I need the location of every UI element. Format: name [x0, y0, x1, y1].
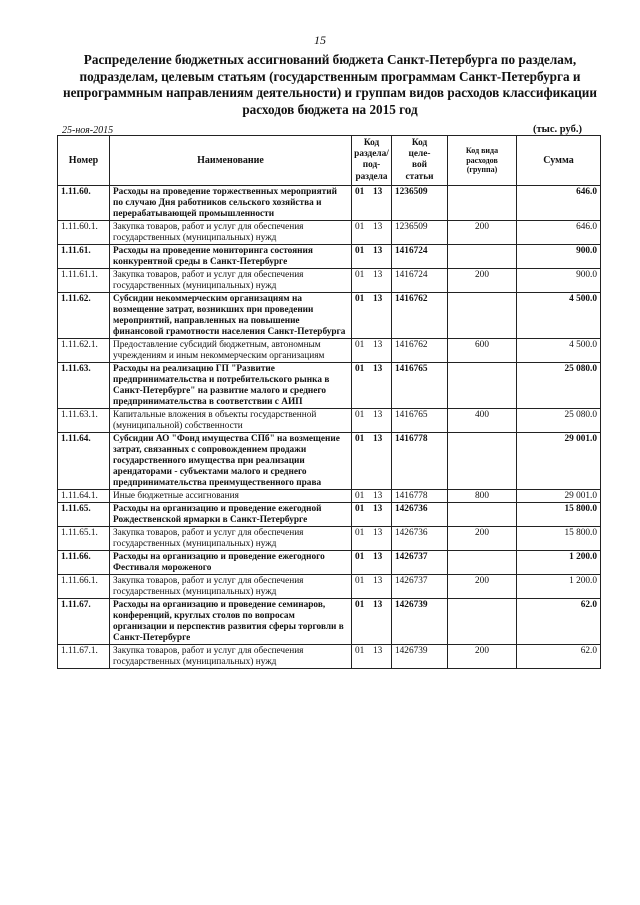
row-expense-type [448, 432, 517, 489]
section-code: 01 [355, 339, 365, 350]
row-sum: 1 200.0 [517, 550, 601, 574]
row-expense-type [448, 292, 517, 338]
row-sum: 4 500.0 [517, 338, 601, 362]
row-section-code [352, 292, 392, 338]
section-code: 01 [355, 551, 365, 562]
row-section-code [352, 268, 392, 292]
row-name: Иные бюджетные ассигнования [110, 489, 352, 502]
row-name: Закупка товаров, работ и услуг для обеспечения государственных (муниципальных) нужд [110, 574, 352, 598]
row-section-code [352, 432, 392, 489]
table-row [58, 362, 601, 408]
table-row [58, 574, 601, 598]
table-row [58, 408, 601, 432]
subsection-code: 13 [373, 245, 383, 256]
header-line: раздела [355, 171, 388, 182]
table-row [58, 268, 601, 292]
section-code: 01 [355, 490, 365, 501]
row-number: 1.11.61. [58, 244, 110, 268]
subsection-code: 13 [373, 339, 383, 350]
row-sum: 29 001.0 [517, 489, 601, 502]
row-name: Предоставление субсидий бюджетным, автономным учреждениям и иным некоммерческим организациям [110, 338, 352, 362]
row-target-code: 1426739 [392, 598, 448, 644]
row-number: 1.11.63. [58, 362, 110, 408]
subsection-code: 13 [373, 503, 383, 514]
units-label: (тыс. руб.) [533, 124, 582, 135]
section-code: 01 [355, 645, 365, 656]
row-section-code [352, 338, 392, 362]
row-name: Расходы на реализацию ГП "Развитие предпринимательства и потребительского рынка в Санкт-Петербурге" на развитие малого и среднего предпринимательства в соответствии с АИП [110, 362, 352, 408]
row-target-code: 1426736 [392, 526, 448, 550]
header-sum: Сумма [517, 136, 601, 186]
row-number: 1.11.62. [58, 292, 110, 338]
row-sum: 4 500.0 [517, 292, 601, 338]
title-line: расходов бюджета на 2015 год [242, 101, 418, 117]
section-code: 01 [355, 293, 365, 304]
row-number: 1.11.66. [58, 550, 110, 574]
subsection-code: 13 [373, 363, 383, 374]
date-stamp: 25-ноя-2015 [62, 125, 114, 136]
row-sum: 62.0 [517, 598, 601, 644]
header-target-code [392, 136, 448, 186]
row-target-code: 1416724 [392, 268, 448, 292]
section-code: 01 [355, 186, 365, 197]
row-number: 1.11.66.1. [58, 574, 110, 598]
header-line: Код [411, 138, 428, 148]
row-number: 1.11.61.1. [58, 268, 110, 292]
row-target-code: 1236509 [392, 220, 448, 244]
table-row [58, 220, 601, 244]
header-line: раздела/ [354, 149, 389, 160]
header-line: (группа) [466, 165, 498, 175]
section-code: 01 [355, 575, 365, 586]
row-target-code: 1426739 [392, 644, 448, 668]
row-expense-type: 200 [448, 268, 517, 292]
section-code: 01 [355, 363, 365, 374]
title-line: непрограммным направлениям деятельности) и группам видов расходов классификации [62, 85, 597, 100]
subsection-code: 13 [373, 551, 383, 562]
row-expense-type: 200 [448, 526, 517, 550]
subsection-code: 13 [373, 409, 383, 420]
row-section-code [352, 598, 392, 644]
row-number: 1.11.67.1. [58, 644, 110, 668]
row-number: 1.11.64. [58, 432, 110, 489]
row-name: Расходы на организацию и проведение ежегодной Рождественской ярмарки в Санкт-Петербурге [110, 502, 352, 526]
row-name: Закупка товаров, работ и услуг для обеспечения государственных (муниципальных) нужд [110, 526, 352, 550]
row-sum: 646.0 [517, 185, 601, 220]
row-target-code: 1416765 [392, 362, 448, 408]
row-target-code: 1426736 [392, 502, 448, 526]
header-name: Наименование [110, 136, 352, 186]
subsection-code: 13 [373, 433, 383, 444]
table-row [58, 550, 601, 574]
header-line: под- [362, 160, 381, 171]
table-row [58, 338, 601, 362]
row-name: Закупка товаров, работ и услуг для обеспечения государственных (муниципальных) нужд [110, 220, 352, 244]
row-section-code [352, 220, 392, 244]
row-expense-type: 200 [448, 644, 517, 668]
row-sum: 900.0 [517, 244, 601, 268]
row-section-code [352, 502, 392, 526]
header-line: статьи [405, 171, 434, 182]
subsection-code: 13 [373, 293, 383, 304]
row-sum: 25 080.0 [517, 362, 601, 408]
row-sum: 15 800.0 [517, 526, 601, 550]
document-title [50, 52, 610, 118]
row-number: 1.11.63.1. [58, 408, 110, 432]
section-code: 01 [355, 409, 365, 420]
header-section-code [352, 136, 392, 186]
row-name: Субсидии некоммерческим организациям на возмещение затрат, возникших при проведении мероприятий, направленных на повышение финансовой грамотности населения Санкт-Петербурга [110, 292, 352, 338]
row-target-code: 1416778 [392, 489, 448, 502]
row-section-code [352, 185, 392, 220]
row-section-code [352, 526, 392, 550]
table-row [58, 244, 601, 268]
row-expense-type: 200 [448, 220, 517, 244]
row-number: 1.11.60.1. [58, 220, 110, 244]
row-expense-type: 600 [448, 338, 517, 362]
row-expense-type [448, 502, 517, 526]
row-name: Закупка товаров, работ и услуг для обеспечения государственных (муниципальных) нужд [110, 644, 352, 668]
row-target-code: 1426737 [392, 574, 448, 598]
row-sum: 25 080.0 [517, 408, 601, 432]
row-section-code [352, 244, 392, 268]
row-expense-type: 800 [448, 489, 517, 502]
row-number: 1.11.65.1. [58, 526, 110, 550]
page-number: 15 [314, 33, 326, 47]
row-section-code [352, 489, 392, 502]
header-expense-type [448, 136, 517, 186]
row-section-code [352, 408, 392, 432]
subsection-code: 13 [373, 269, 383, 280]
row-target-code: 1416762 [392, 338, 448, 362]
row-name: Капитальные вложения в объекты государственной (муниципальной) собственности [110, 408, 352, 432]
section-code: 01 [355, 245, 365, 256]
row-sum: 62.0 [517, 644, 601, 668]
header-line: целе- [408, 149, 431, 160]
subsection-code: 13 [373, 527, 383, 538]
table-header-row [58, 136, 601, 186]
row-sum: 1 200.0 [517, 574, 601, 598]
row-name: Расходы на организацию и проведение ежегодного Фестиваля мороженого [110, 550, 352, 574]
subsection-code: 13 [373, 599, 383, 610]
row-target-code: 1416724 [392, 244, 448, 268]
table-row [58, 489, 601, 502]
title-line: подразделам, целевым статьям (государственным программам Санкт-Петербурга и [79, 68, 581, 84]
row-expense-type [448, 550, 517, 574]
subsection-code: 13 [373, 645, 383, 656]
row-target-code: 1416762 [392, 292, 448, 338]
row-number: 1.11.62.1. [58, 338, 110, 362]
section-code: 01 [355, 503, 365, 514]
row-expense-type [448, 598, 517, 644]
row-number: 1.11.65. [58, 502, 110, 526]
row-sum: 15 800.0 [517, 502, 601, 526]
row-target-code: 1236509 [392, 185, 448, 220]
row-section-code [352, 362, 392, 408]
row-expense-type [448, 362, 517, 408]
row-name: Расходы на проведение мониторинга состояния конкурентной среды в Санкт-Петербурге [110, 244, 352, 268]
row-expense-type [448, 185, 517, 220]
section-code: 01 [355, 221, 365, 232]
row-target-code: 1416765 [392, 408, 448, 432]
header-line: Код [363, 138, 380, 148]
row-expense-type [448, 244, 517, 268]
row-sum: 900.0 [517, 268, 601, 292]
table-row [58, 526, 601, 550]
row-number: 1.11.60. [58, 185, 110, 220]
subsection-code: 13 [373, 186, 383, 197]
row-number: 1.11.67. [58, 598, 110, 644]
section-code: 01 [355, 269, 365, 280]
subsection-code: 13 [373, 575, 383, 586]
table-row [58, 432, 601, 489]
subsection-code: 13 [373, 221, 383, 232]
title-line: Распределение бюджетных ассигнований бюджета Санкт-Петербурга по разделам, [83, 52, 577, 67]
row-section-code [352, 550, 392, 574]
row-name: Субсидии АО "Фонд имущества СПб" на возмещение затрат, связанных с сопровождением продажи государственного имущества при реализации арендаторами - субъектами малого и среднего предпринимательства преимущественного права [110, 432, 352, 489]
row-name: Закупка товаров, работ и услуг для обеспечения государственных (муниципальных) нужд [110, 268, 352, 292]
row-section-code [352, 644, 392, 668]
table-row [58, 185, 601, 220]
section-code: 01 [355, 599, 365, 610]
row-target-code: 1426737 [392, 550, 448, 574]
budget-table [57, 135, 601, 669]
row-sum: 646.0 [517, 220, 601, 244]
table-row [58, 598, 601, 644]
row-target-code: 1416778 [392, 432, 448, 489]
header-number: Номер [58, 136, 110, 186]
row-expense-type: 400 [448, 408, 517, 432]
row-sum: 29 001.0 [517, 432, 601, 489]
row-section-code [352, 574, 392, 598]
table-row [58, 292, 601, 338]
row-expense-type: 200 [448, 574, 517, 598]
section-code: 01 [355, 433, 365, 444]
header-line: Код вида [465, 146, 499, 156]
row-name: Расходы на организацию и проведение семинаров, конференций, круглых столов по вопросам организации и перспектив развития сферы торговли в Санкт-Петербурге [110, 598, 352, 644]
row-number: 1.11.64.1. [58, 489, 110, 502]
row-name: Расходы на проведение торжественных мероприятий по случаю Дня работников сельского хозяйства и перерабатывающей промышленности [110, 185, 352, 220]
subsection-code: 13 [373, 490, 383, 501]
table-row [58, 644, 601, 668]
table-row [58, 502, 601, 526]
header-line: расходов [466, 155, 498, 165]
header-line: вой [412, 160, 427, 171]
section-code: 01 [355, 527, 365, 538]
